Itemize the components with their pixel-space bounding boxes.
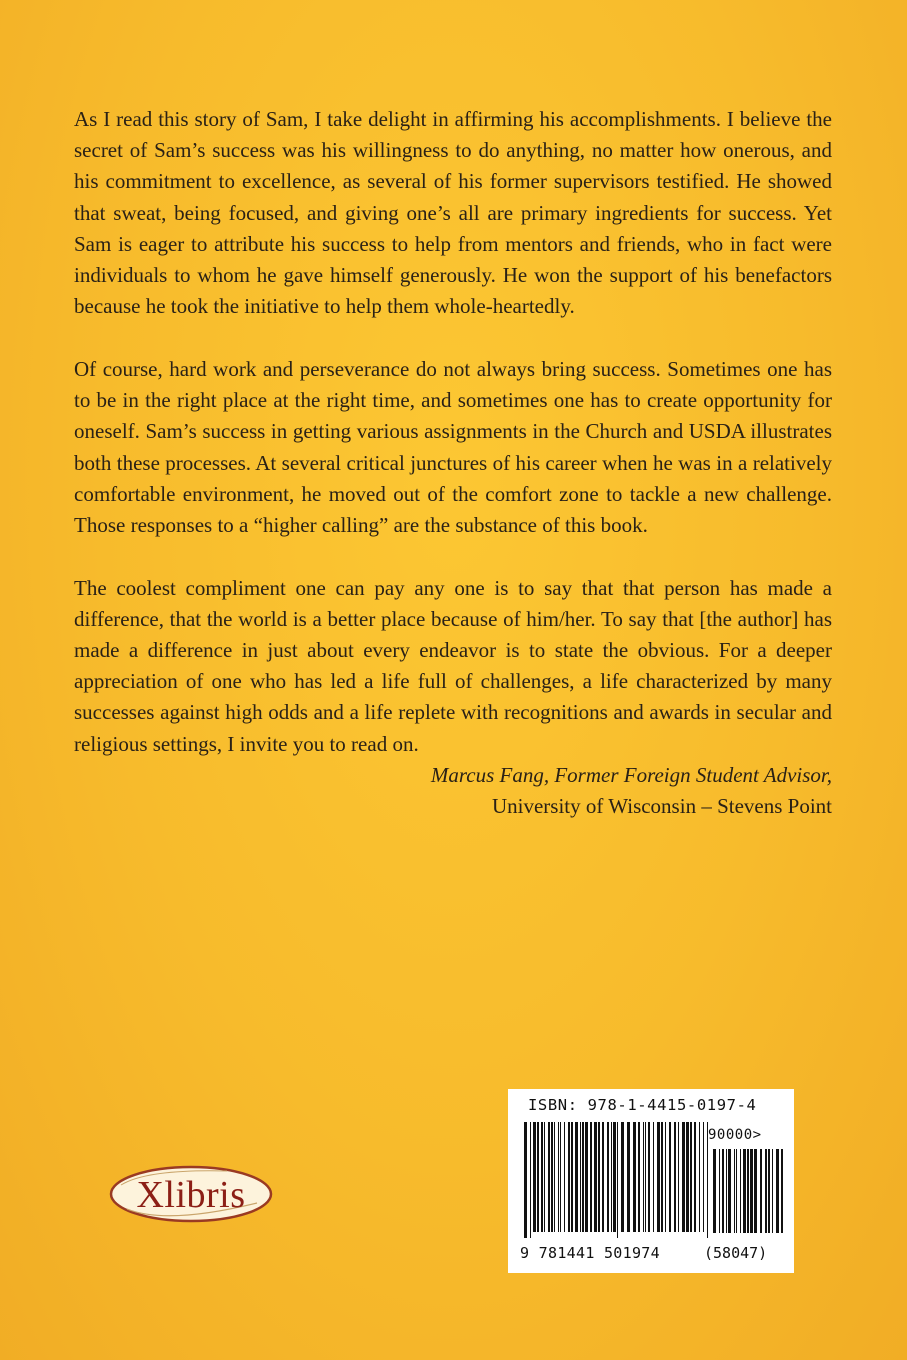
xlibris-logo <box>107 1163 275 1225</box>
paragraph-3: The coolest compliment one can pay any one is to say that that person has made a difference, that the world is a better place because of him/her. To say that [the author] has made a difference in just about every endeavor is to state the obvious. For a deeper appreciation of one who has led a life full of challenges, a life characterized by many successes against high odds and a life replete with recognitions and awards in secular and religious settings, I invite you to read on. <box>74 575 832 756</box>
attribution-name: Marcus Fang, Former Foreign Student Advisor, <box>430 762 832 787</box>
paragraph-2: Of course, hard work and perseverance do not always bring success. Sometimes one has to be in the right place at the right time, and sometimes one has to create opportunity for oneself. Sam’s success in getting various assignments in the Church and USDA illustrates both these processes. At several critical junctures of his career when he was in a relatively comfortable environment, he moved out of the comfort zone to tackle a new challenge. Those responses to a “higher calling” are the substance of this book. <box>74 356 832 537</box>
addon-barcode-bars <box>711 1149 787 1239</box>
logo-text: Xlibris <box>136 1174 246 1216</box>
price-code: (58047) <box>704 1244 768 1262</box>
isbn-barcode <box>508 1089 794 1273</box>
paragraph-1: As I read this story of Sam, I take delight in affirming his accomplishments. I believe the secret of Sam’s success was his willingness to do anything, no matter how onerous, and his commitment to excellence, as several of his former supervisors testified. He showed that sweat, being focused, and giving one’s all are primary ingredients for success. Yet Sam is eager to attribute his success to help from mentors and friends, who in fact were individuals to whom he gave himself generously. He won the support of his benefactors because he took the initiative to help them whole-heartedly. <box>74 107 832 319</box>
isbn-label: ISBN: 978-1-4415-0197-4 <box>528 1096 757 1114</box>
attribution <box>74 760 832 822</box>
attribution-affiliation: University of Wisconsin – Stevens Point <box>491 794 832 819</box>
back-cover-text <box>74 104 832 822</box>
addon-digits: 90000> <box>708 1127 762 1143</box>
ean-barcode-bars <box>522 1122 710 1238</box>
barcode-digits: 9 781441 501974 <box>520 1244 660 1262</box>
